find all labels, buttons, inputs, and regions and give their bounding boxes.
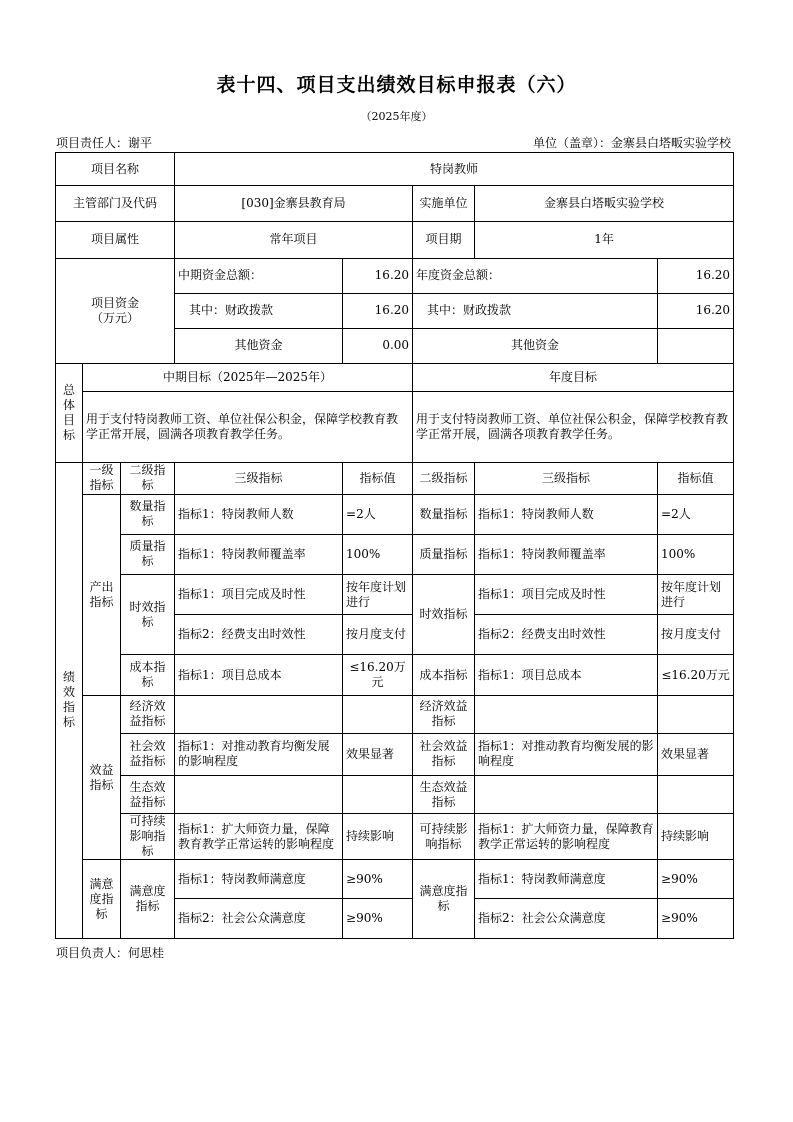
header-level2-year: 二级指标	[413, 462, 475, 494]
year-total-value: 16.20	[658, 258, 734, 293]
sustainable-indicator: 可持续影响指标	[121, 814, 175, 860]
social-metric-year: 指标1：对推动教育均衡发展的影响程度	[475, 733, 658, 775]
satisfaction-sub-indicator-year: 满意度指标	[413, 860, 475, 939]
mid-total-label: 中期资金总额：	[175, 258, 343, 293]
quantity-metric-year: 指标1：特岗教师人数	[475, 494, 658, 534]
sustainable-indicator-year: 可持续影响指标	[413, 814, 475, 860]
economic-value-year	[658, 695, 734, 733]
responsible-person: 项目责任人：谢平	[56, 136, 153, 150]
cost-indicator: 成本指标	[121, 655, 175, 695]
mid-fiscal-value: 16.20	[343, 293, 413, 328]
economic-indicator-year: 经济效益指标	[413, 695, 475, 733]
year-fiscal-value: 16.20	[658, 293, 734, 328]
attr-value: 常年项目	[175, 222, 413, 258]
mid-fiscal-label: 其中：财政拨款	[175, 293, 343, 328]
sustain-metric: 指标1：扩大师资力量，保障教育教学正常运转的影响程度	[175, 814, 343, 860]
ecological-metric	[175, 776, 343, 814]
year-total-label: 年度资金总额：	[413, 258, 658, 293]
quality-indicator-year: 质量指标	[413, 534, 475, 574]
mid-goal-text: 用于支付特岗教师工资、单位社保公积金，保障学校教育教学正常开展，圆满各项教育教学任务。	[83, 392, 413, 462]
ecological-indicator: 生态效益指标	[121, 776, 175, 814]
benefit-indicator: 效益指标	[83, 695, 121, 860]
time1-metric: 指标1：项目完成及时性	[175, 575, 343, 615]
quality-metric-year: 指标1：特岗教师覆盖率	[475, 534, 658, 574]
quality-metric: 指标1：特岗教师覆盖率	[175, 534, 343, 574]
sustain-value: 持续影响	[343, 814, 413, 860]
social-indicator: 社会效益指标	[121, 733, 175, 775]
satis2-value: ≥90%	[343, 898, 413, 938]
cost-value-year: ≤16.20万元	[658, 655, 734, 695]
header-level1: 一级指标	[83, 462, 121, 494]
economic-metric	[175, 695, 343, 733]
sustain-metric-year: 指标1：扩大师资力量，保障教育教学正常运转的影响程度	[475, 814, 658, 860]
time2-value-year: 按月度支付	[658, 615, 734, 655]
quantity-indicator: 数量指标	[121, 494, 175, 534]
ecological-indicator-year: 生态效益指标	[413, 776, 475, 814]
economic-metric-year	[475, 695, 658, 733]
project-leader: 项目负责人：何思桂	[56, 946, 165, 960]
mid-goal-header: 中期目标（2025年—2025年）	[83, 364, 413, 392]
quality-indicator: 质量指标	[121, 534, 175, 574]
page-title: 表十四、项目支出绩效目标申报表（六）	[216, 74, 577, 96]
dept-value: [030]金寨县教育局	[175, 186, 413, 222]
economic-indicator: 经济效益指标	[121, 695, 175, 733]
header-value-year: 指标值	[658, 462, 734, 494]
quantity-metric: 指标1：特岗教师人数	[175, 494, 343, 534]
year-other-label: 其他资金	[413, 328, 658, 363]
dept-label: 主管部门及代码	[56, 186, 175, 222]
timeliness-indicator: 时效指标	[121, 575, 175, 655]
quantity-indicator-year: 数量指标	[413, 494, 475, 534]
quality-value-year: 100%	[658, 534, 734, 574]
ecological-value-year	[658, 776, 734, 814]
quality-value: 100%	[343, 534, 413, 574]
satis2-metric-year: 指标2：社会公众满意度	[475, 898, 658, 938]
header-level3: 三级指标	[175, 462, 343, 494]
satis2-metric: 指标2：社会公众满意度	[175, 898, 343, 938]
satis1-value: ≥90%	[343, 860, 413, 898]
cost-value: ≤16.20万元	[343, 655, 413, 695]
perf-label: 绩效指标	[56, 462, 83, 939]
performance-table	[55, 152, 734, 939]
period-label: 项目期	[413, 222, 475, 258]
cost-metric: 指标1：项目总成本	[175, 655, 343, 695]
ecological-value	[343, 776, 413, 814]
time1-value-year: 按年度计划进行	[658, 575, 734, 615]
satis1-metric: 指标1：特岗教师满意度	[175, 860, 343, 898]
social-indicator-year: 社会效益指标	[413, 733, 475, 775]
social-value-year: 效果显著	[658, 733, 734, 775]
output-indicator: 产出指标	[83, 494, 121, 695]
impl-value: 金寨县白塔畈实验学校	[475, 186, 734, 222]
time2-value: 按月度支付	[343, 615, 413, 655]
report-year: （2025年度）	[360, 110, 433, 123]
quantity-value: =2人	[343, 494, 413, 534]
goals-label: 总体目标	[56, 364, 83, 462]
year-fiscal-label: 其中：财政拨款	[413, 293, 658, 328]
satis1-value-year: ≥90%	[658, 860, 734, 898]
ecological-metric-year	[475, 776, 658, 814]
timeliness-indicator-year: 时效指标	[413, 575, 475, 655]
satisfaction-sub-indicator: 满意度指标	[121, 860, 175, 939]
mid-other-value: 0.00	[343, 328, 413, 363]
impl-label: 实施单位	[413, 186, 475, 222]
attr-label: 项目属性	[56, 222, 175, 258]
header-value: 指标值	[343, 462, 413, 494]
satis1-metric-year: 指标1：特岗教师满意度	[475, 860, 658, 898]
year-other-value	[658, 328, 734, 363]
economic-value	[343, 695, 413, 733]
header-level2: 二级指标	[121, 462, 175, 494]
time1-metric-year: 指标1：项目完成及时性	[475, 575, 658, 615]
funds-label: 项目资金（万元）	[56, 258, 175, 364]
year-goal-header: 年度目标	[413, 364, 734, 392]
mid-other-label: 其他资金	[175, 328, 343, 363]
social-metric: 指标1：对推动教育均衡发展的影响程度	[175, 733, 343, 775]
time2-metric-year: 指标2：经费支出时效性	[475, 615, 658, 655]
project-name-label: 项目名称	[56, 153, 175, 186]
year-goal-text: 用于支付特岗教师工资、单位社保公积金，保障学校教育教学正常开展，圆满各项教育教学任务。	[413, 392, 734, 462]
satis2-value-year: ≥90%	[658, 898, 734, 938]
header-level3-year: 三级指标	[475, 462, 658, 494]
cost-indicator-year: 成本指标	[413, 655, 475, 695]
quantity-value-year: =2人	[658, 494, 734, 534]
mid-total-value: 16.20	[343, 258, 413, 293]
unit-name: 单位（盖章）：金寨县白塔畈实验学校	[532, 136, 731, 150]
satisfaction-indicator: 满意度指标	[83, 860, 121, 939]
project-name-value: 特岗教师	[175, 153, 734, 186]
time1-value: 按年度计划进行	[343, 575, 413, 615]
cost-metric-year: 指标1：项目总成本	[475, 655, 658, 695]
sustain-value-year: 持续影响	[658, 814, 734, 860]
time2-metric: 指标2：经费支出时效性	[175, 615, 343, 655]
social-value: 效果显著	[343, 733, 413, 775]
period-value: 1年	[475, 222, 734, 258]
